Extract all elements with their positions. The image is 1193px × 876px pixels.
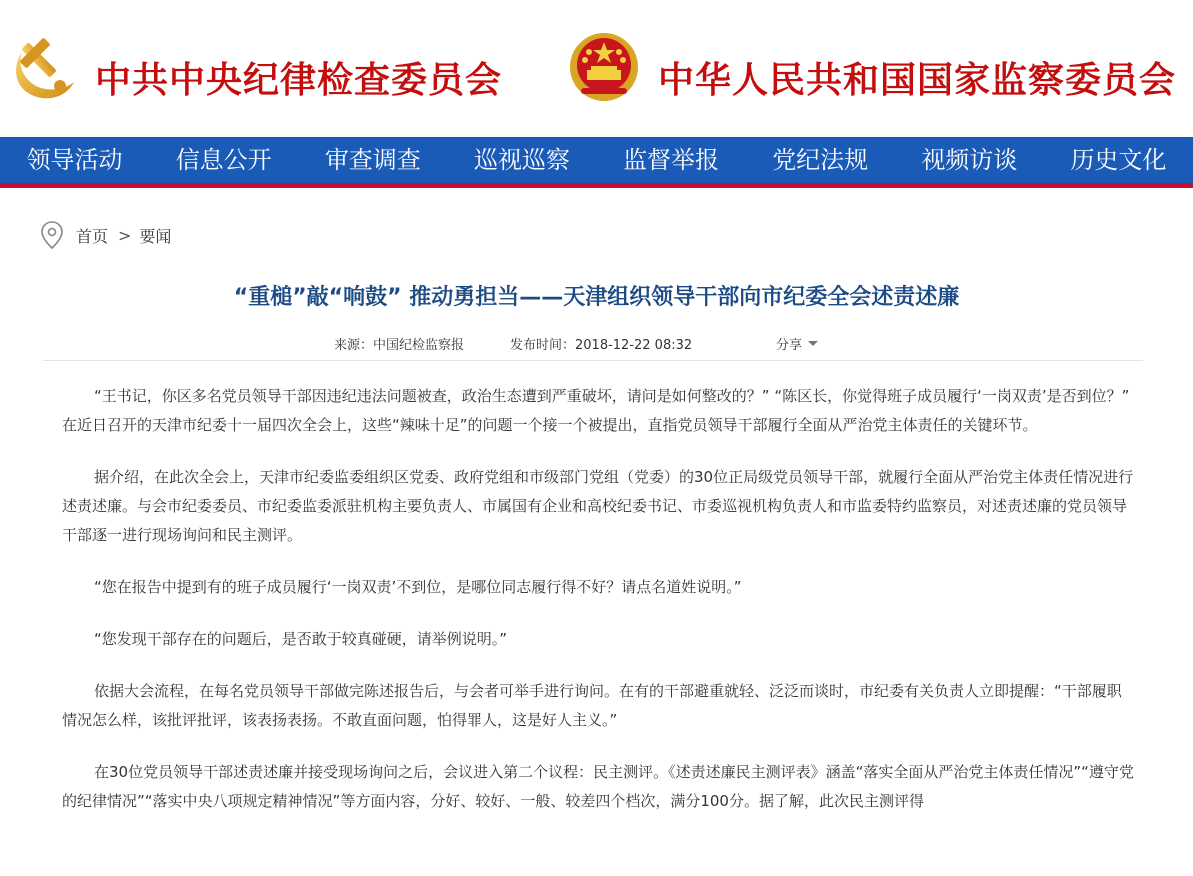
nav-item-report[interactable]: 监督举报 [623,146,720,174]
article-paragraph: “您在报告中提到有的班子成员履行‘一岗双责’不到位，是哪位同志履行得不好？请点名道姓说明。” [94,578,742,596]
article-paragraph: 依据大会流程，在每名党员领导干部做完陈述报告后，与会者可举手进行询问。在有的干部避重就轻、泛泛而谈时，市纪委有关负责人立即提醒：“干部履职情况怎么样，该批评批评，该表扬表扬。不敢直面问题，怕得罪人，这是好人主义。” [62,682,1122,729]
article-paragraph: 在30位党员领导干部述责述廉并接受现场询问之后，会议进入第二个议程：民主测评。《述责述廉民主测评表》涵盖“落实全面从严治党主体责任情况”“遵守党的纪律情况”“落实中央八项规定精神情况”等方面内容，分好、较好、一般、较差四个档次，满分100分。据了解，此次民主测评得 [62,763,1134,810]
nav-item-video[interactable]: 视频访谈 [921,146,1018,174]
share-label: 分享 [776,338,803,353]
article-paragraph: “您发现干部存在的问题后，是否敢于较真碰硬，请举例说明。” [94,630,508,648]
article-paragraph: “王书记，你区多名党员领导干部因违纪违法问题被查，政治生态遭到严重破坏，请问是如何整改的？” “陈区长，你觉得班子成员履行‘一岗双责’是否到位？” 在近日召开的天津市纪委十一届四次全会上，这些“辣味十足”的问题一个接一个被提出，直指党员领导干部履行全面从严治党主体责任的关键环节。 [62,387,1130,434]
national-emblem-icon [567,28,641,106]
nav-item-regulations[interactable]: 党纪法规 [772,146,869,174]
breadcrumb-separator: > [118,225,132,245]
article-meta [0,334,1193,352]
article-title: “重槌”敲“响鼓” 推动勇担当——天津组织领导干部向市纪委全会述责述廉 [233,285,960,310]
nav-item-investigation[interactable]: 审查调查 [324,146,421,174]
nav-item-information[interactable]: 信息公开 [175,146,272,174]
breadcrumb [40,220,171,250]
site-header [0,0,1193,137]
brand-title-nsc[interactable]: 中华人民共和国国家监察委员会 [658,59,1177,101]
hammer-sickle-emblem-icon [8,32,78,104]
share-button[interactable] [776,334,818,353]
article-paragraph: 据介绍，在此次全会上，天津市纪委监委组织区党委、政府党组和市级部门党组（党委）的30位正局级党员领导干部，就履行全面从严治党主体责任情况进行述责述廉。与会市纪委委员、市纪委监委派驻机构主要负责人、市属国有企业和高校纪委书记、市委巡视机构负责人和市监委特约监察员，对述责述廉的党员领导干部逐一进行现场询问和民主测评。 [62,468,1134,544]
article-body [62,382,1134,839]
location-pin-icon [40,220,64,250]
chevron-down-icon [808,341,818,346]
nav-item-leadership[interactable]: 领导活动 [26,146,123,174]
breadcrumb-current[interactable]: 要闻 [139,226,172,246]
nav-item-history[interactable]: 历史文化 [1070,146,1167,174]
article-source: 来源：中国纪检监察报 [334,338,465,353]
main-nav [0,137,1193,188]
nav-item-inspection[interactable]: 巡视巡察 [473,146,570,174]
breadcrumb-home-link[interactable]: 首页 [76,226,109,246]
divider [43,360,1143,361]
brand-title-ccdi[interactable]: 中共中央纪律检查委员会 [95,59,503,101]
article-publish-time: 发布时间：2018-12-22 08:32 [510,338,693,353]
